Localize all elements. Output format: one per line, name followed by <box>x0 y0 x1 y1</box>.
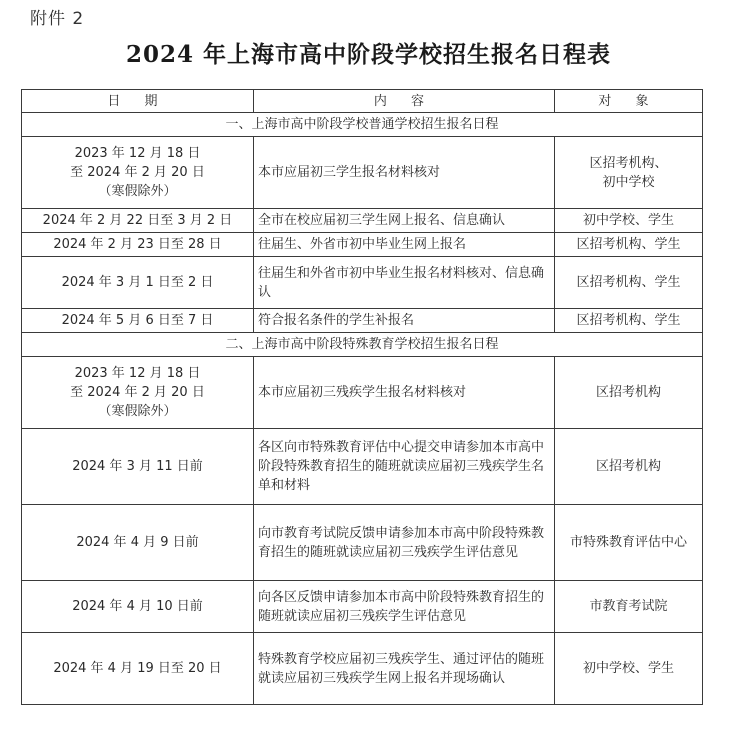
header-content: 内 容 <box>254 90 555 113</box>
table-row <box>22 209 703 233</box>
target-cell: 区招考机构、学生 <box>555 233 703 257</box>
page-title: 2024 年上海市高中阶段学校招生报名日程表 <box>125 41 612 68</box>
table-row <box>22 357 703 429</box>
content-cell: 往届生和外省市初中毕业生报名材料核对、信息确认 <box>254 257 555 309</box>
content-cell: 符合报名条件的学生补报名 <box>254 309 555 333</box>
table-row <box>22 633 703 705</box>
target-cell <box>555 137 703 209</box>
section-heading: 一、上海市高中阶段学校普通学校招生报名日程 <box>22 113 703 137</box>
target-cell: 区招考机构 <box>555 429 703 505</box>
target-line: 区招考机构、 <box>589 155 668 171</box>
date-cell <box>22 357 254 429</box>
attachment-label: 附件 2 <box>30 9 85 29</box>
target-cell: 市教育考试院 <box>555 581 703 633</box>
target-cell: 初中学校、学生 <box>555 209 703 233</box>
content-cell: 特殊教育学校应届初三残疾学生、通过评估的随班就读应届初三残疾学生网上报名并现场确认 <box>254 633 555 705</box>
content-cell: 向各区反馈申请参加本市高中阶段特殊教育招生的随班就读应届初三残疾学生评估意见 <box>254 581 555 633</box>
table-row <box>22 233 703 257</box>
date-cell: 2024 年 3 月 11 日前 <box>22 429 254 505</box>
date-line: 2023 年 12 月 18 日 <box>74 146 201 161</box>
header-date: 日 期 <box>22 90 254 113</box>
date-line: （寒假除外） <box>98 184 177 199</box>
date-line: （寒假除外） <box>98 404 177 419</box>
section-heading-row <box>22 113 703 137</box>
content-cell: 本市应届初三残疾学生报名材料核对 <box>254 357 555 429</box>
header-target: 对 象 <box>555 90 703 113</box>
date-line: 至 2024 年 2 月 20 日 <box>70 385 205 400</box>
section-heading-row <box>22 333 703 357</box>
section-heading: 二、上海市高中阶段特殊教育学校招生报名日程 <box>22 333 703 357</box>
target-line: 初中学校 <box>602 174 655 190</box>
table-row <box>22 505 703 581</box>
date-cell: 2024 年 4 月 19 日至 20 日 <box>22 633 254 705</box>
date-line: 2023 年 12 月 18 日 <box>74 366 201 381</box>
table-row <box>22 429 703 505</box>
table-header-row <box>22 90 703 113</box>
content-cell: 往届生、外省市初中毕业生网上报名 <box>254 233 555 257</box>
target-cell: 区招考机构、学生 <box>555 309 703 333</box>
content-cell: 各区向市特殊教育评估中心提交申请参加本市高中阶段特殊教育招生的随班就读应届初三残疾学生名单和材料 <box>254 429 555 505</box>
content-cell: 全市在校应届初三学生网上报名、信息确认 <box>254 209 555 233</box>
schedule-table <box>21 89 703 705</box>
content-cell: 本市应届初三学生报名材料核对 <box>254 137 555 209</box>
table-row <box>22 309 703 333</box>
date-cell: 2024 年 4 月 10 日前 <box>22 581 254 633</box>
target-cell: 市特殊教育评估中心 <box>555 505 703 581</box>
date-cell: 2024 年 4 月 9 日前 <box>22 505 254 581</box>
date-line: 至 2024 年 2 月 20 日 <box>70 165 205 180</box>
date-cell <box>22 137 254 209</box>
table-row <box>22 137 703 209</box>
date-cell: 2024 年 3 月 1 日至 2 日 <box>22 257 254 309</box>
table-row <box>22 581 703 633</box>
date-cell: 2024 年 2 月 23 日至 28 日 <box>22 233 254 257</box>
content-cell: 向市教育考试院反馈申请参加本市高中阶段特殊教育招生的随班就读应届初三残疾学生评估意见 <box>254 505 555 581</box>
target-cell: 初中学校、学生 <box>555 633 703 705</box>
date-cell: 2024 年 5 月 6 日至 7 日 <box>22 309 254 333</box>
target-cell: 区招考机构 <box>555 357 703 429</box>
date-cell: 2024 年 2 月 22 日至 3 月 2 日 <box>22 209 254 233</box>
target-cell: 区招考机构、学生 <box>555 257 703 309</box>
table-row <box>22 257 703 309</box>
